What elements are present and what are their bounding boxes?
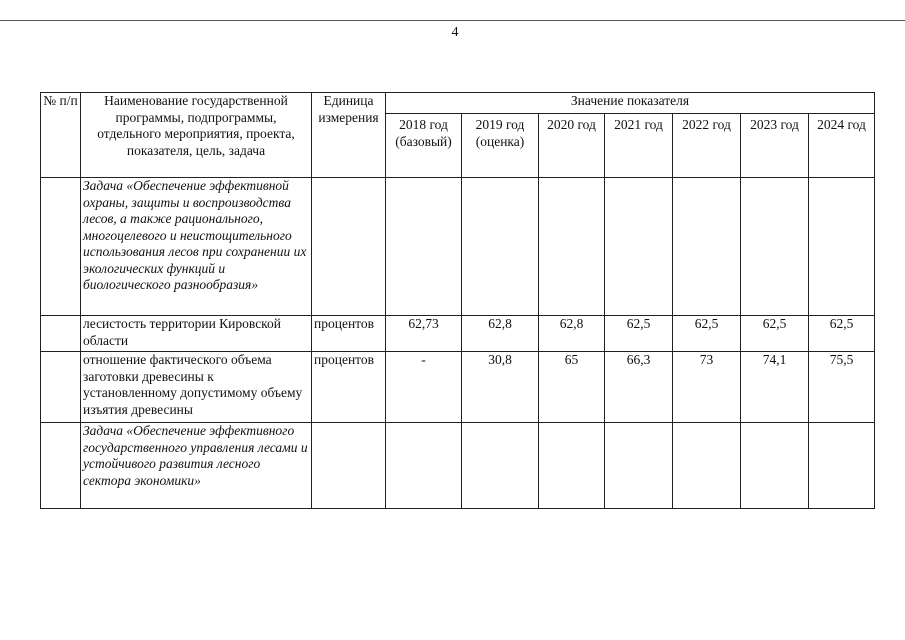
row-name: Задача «Обеспечение эффективного государственного управления лесами и устойчивого развития лесного сектора экономики»: [81, 423, 312, 509]
row-value: [462, 178, 539, 316]
row-name: лесистость территории Кировской области: [81, 316, 312, 352]
row-value: 62,5: [809, 316, 875, 352]
row-unit: процентов: [312, 352, 386, 423]
row-value: 65: [539, 352, 605, 423]
row-name: Задача «Обеспечение эффективной охраны, защиты и воспроизводства лесов, а также рационального, многоцелевого и неистощительного использования лесов при сохранении их экологических функций и биологического разнообразия»: [81, 178, 312, 316]
row-num: [41, 316, 81, 352]
indicators-table: [40, 92, 875, 509]
row-unit: процентов: [312, 316, 386, 352]
year-label: 2018 год: [399, 117, 448, 132]
row-value: 66,3: [605, 352, 673, 423]
year-label: 2020 год: [547, 117, 596, 132]
row-value: 30,8: [462, 352, 539, 423]
header-year-2020: [539, 114, 605, 178]
row-value: 73: [673, 352, 741, 423]
year-label: 2022 год: [682, 117, 731, 132]
row-value: -: [386, 352, 462, 423]
header-year-2021: [605, 114, 673, 178]
row-num: [41, 423, 81, 509]
header-year-2024: [809, 114, 875, 178]
row-value: [386, 178, 462, 316]
row-unit: [312, 423, 386, 509]
row-value: [741, 178, 809, 316]
row-value: 62,8: [539, 316, 605, 352]
row-value: 74,1: [741, 352, 809, 423]
row-value: [741, 423, 809, 509]
year-note: (базовый): [395, 133, 452, 149]
row-name: отношение фактического объема заготовки древесины к установленному допустимому объему изъятия древесины: [81, 352, 312, 423]
row-value: 62,8: [462, 316, 539, 352]
header-year-2023: [741, 114, 809, 178]
row-value: [673, 423, 741, 509]
table-row: [41, 316, 875, 352]
header-unit: Единица измерения: [312, 93, 386, 178]
year-label: 2024 год: [817, 117, 866, 132]
row-value: [605, 178, 673, 316]
table-row: [41, 352, 875, 423]
year-label: 2021 год: [614, 117, 663, 132]
page-number: 4: [451, 25, 459, 40]
header-year-2019: [462, 114, 539, 178]
year-label: 2023 год: [750, 117, 799, 132]
row-value: [539, 423, 605, 509]
row-value: [462, 423, 539, 509]
header-row-1: [41, 93, 875, 114]
row-value: [386, 423, 462, 509]
row-value: 62,5: [741, 316, 809, 352]
table-row: [41, 423, 875, 509]
row-value: [673, 178, 741, 316]
header-value-group: Значение показателя: [386, 93, 875, 114]
row-value: [605, 423, 673, 509]
header-name: Наименование государственной программы, подпрограммы, отдельного мероприятия, проекта, показателя, цель, задача: [81, 93, 312, 178]
row-unit: [312, 178, 386, 316]
row-value: [809, 178, 875, 316]
row-value: [539, 178, 605, 316]
row-value: 75,5: [809, 352, 875, 423]
row-value: 62,73: [386, 316, 462, 352]
header-year-2022: [673, 114, 741, 178]
header-num: № п/п: [41, 93, 81, 178]
row-value: 62,5: [673, 316, 741, 352]
header-year-2018: [386, 114, 462, 178]
year-note: (оценка): [475, 133, 525, 149]
row-num: [41, 352, 81, 423]
row-value: [809, 423, 875, 509]
row-num: [41, 178, 81, 316]
page-top-rule: [0, 20, 905, 21]
row-value: 62,5: [605, 316, 673, 352]
table-row: [41, 178, 875, 316]
year-label: 2019 год: [475, 117, 525, 132]
